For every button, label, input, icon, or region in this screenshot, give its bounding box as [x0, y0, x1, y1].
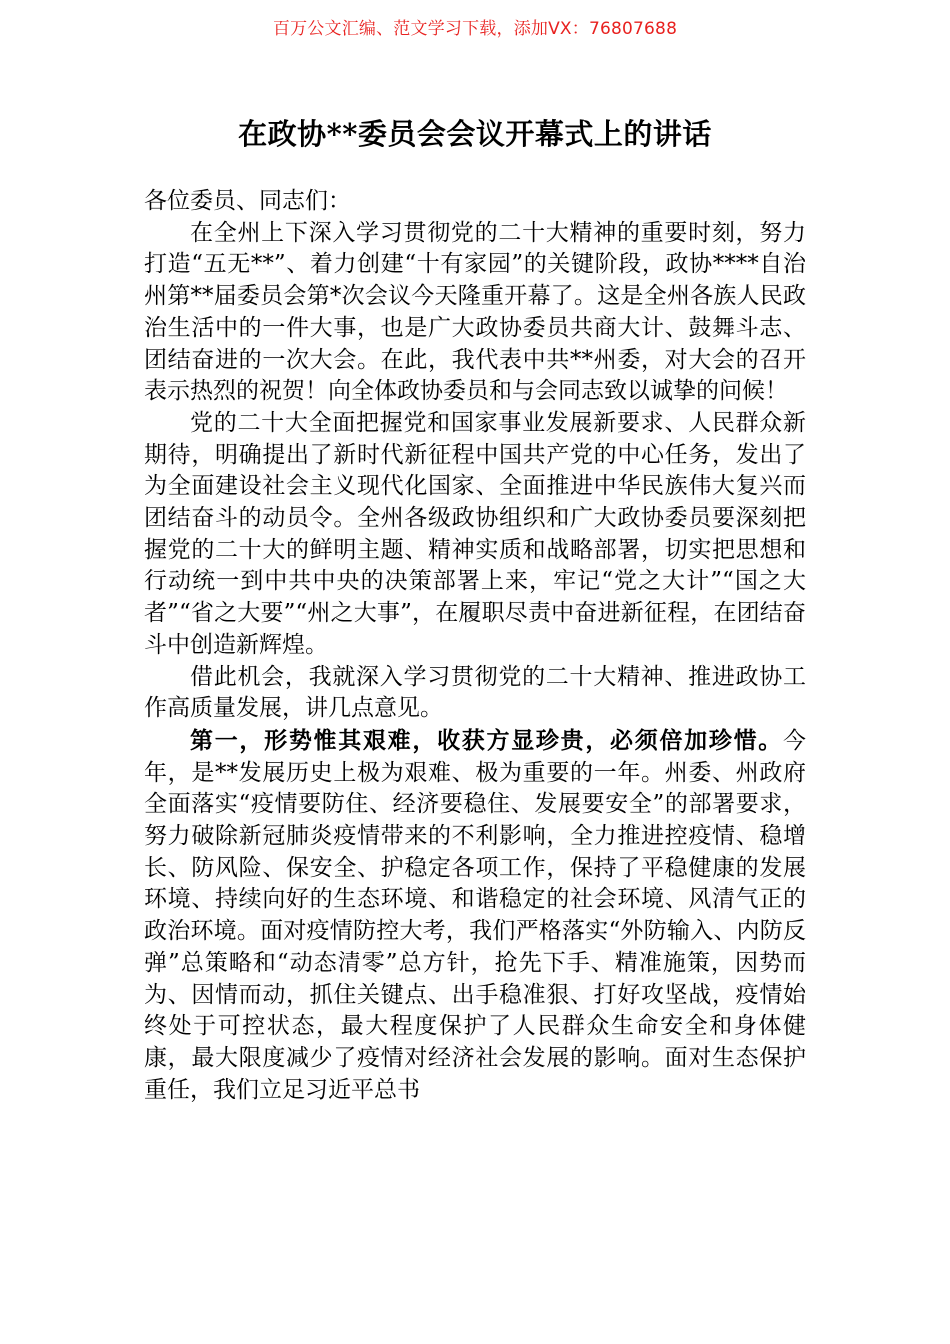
section-one-text: 今年，是**发展历史上极为艰难、极为重要的一年。州委、州政府全面落实“疫情要防住、经济要稳住、发展要安全”的部署要求，努力破除新冠肺炎疫情带来的不利影响，全力推进控疫情、稳增长、防风险、保安全、护稳定各项工作，保持了平稳健康的发展环境、持续向好的生态环境、和谐稳定的社会环境、风清气正的政治环境。面对疫情防控大考，我们严格落实“外防输入、内防反弹”总策略和“动态清零”总方针，抢先下手、精准施策，因势而为、因情而动，抓住关键点、出手稳准狠、打好攻坚战，疫情始终处于可控状态，最大程度保护了人民群众生命安全和身体健康，最大限度减少了疫情对经济社会发展的影响。面对生态保护重任，我们立足习近平总书 [144, 727, 806, 1103]
paragraph-intro: 借此机会，我就深入学习贯彻党的二十大精神、推进政协工作高质量发展，讲几点意见。 [144, 663, 806, 722]
document-body [144, 186, 806, 1106]
section-one-paragraph [144, 725, 806, 1106]
paragraph-opening: 在全州上下深入学习贯彻党的二十大精神的重要时刻，努力打造“五无**”、着力创建“十有家园”的关键阶段，政协****自治州第**届委员会第*次会议今天隆重开幕了。这是全州各族人民政治生活中的一件大事，也是广大政协委员共商大计、鼓舞斗志、团结奋进的一次大会。在此，我代表中共**州委，对大会的召开表示热烈的祝贺！向全体政协委员和与会同志致以诚挚的问候！ [144, 219, 806, 405]
page-title: 在政协**委员会会议开幕式上的讲话 [238, 117, 712, 151]
paragraph-congress: 党的二十大全面把握党和国家事业发展新要求、人民群众新期待，明确提出了新时代新征程中国共产党的中心任务，发出了为全面建设社会主义现代化国家、全面推进中华民族伟大复兴而团结奋斗的动员令。全州各级政协组织和广大政协委员要深刻把握党的二十大的鲜明主题、精神实质和战略部署，切实把思想和行动统一到中共中央的决策部署上来，牢记“党之大计”“国之大者”“省之大要”“州之大事”，在履职尽责中奋进新征程，在团结奋斗中创造新辉煌。 [144, 409, 806, 658]
salutation: 各位委员、同志们： [144, 188, 351, 214]
section-one-heading: 第一，形势惟其艰难，收获方显珍贵，必须倍加珍惜。 [190, 726, 783, 754]
watermark-banner: 百万公文汇编、范文学习下载，添加VX：76807688 [272, 19, 678, 39]
